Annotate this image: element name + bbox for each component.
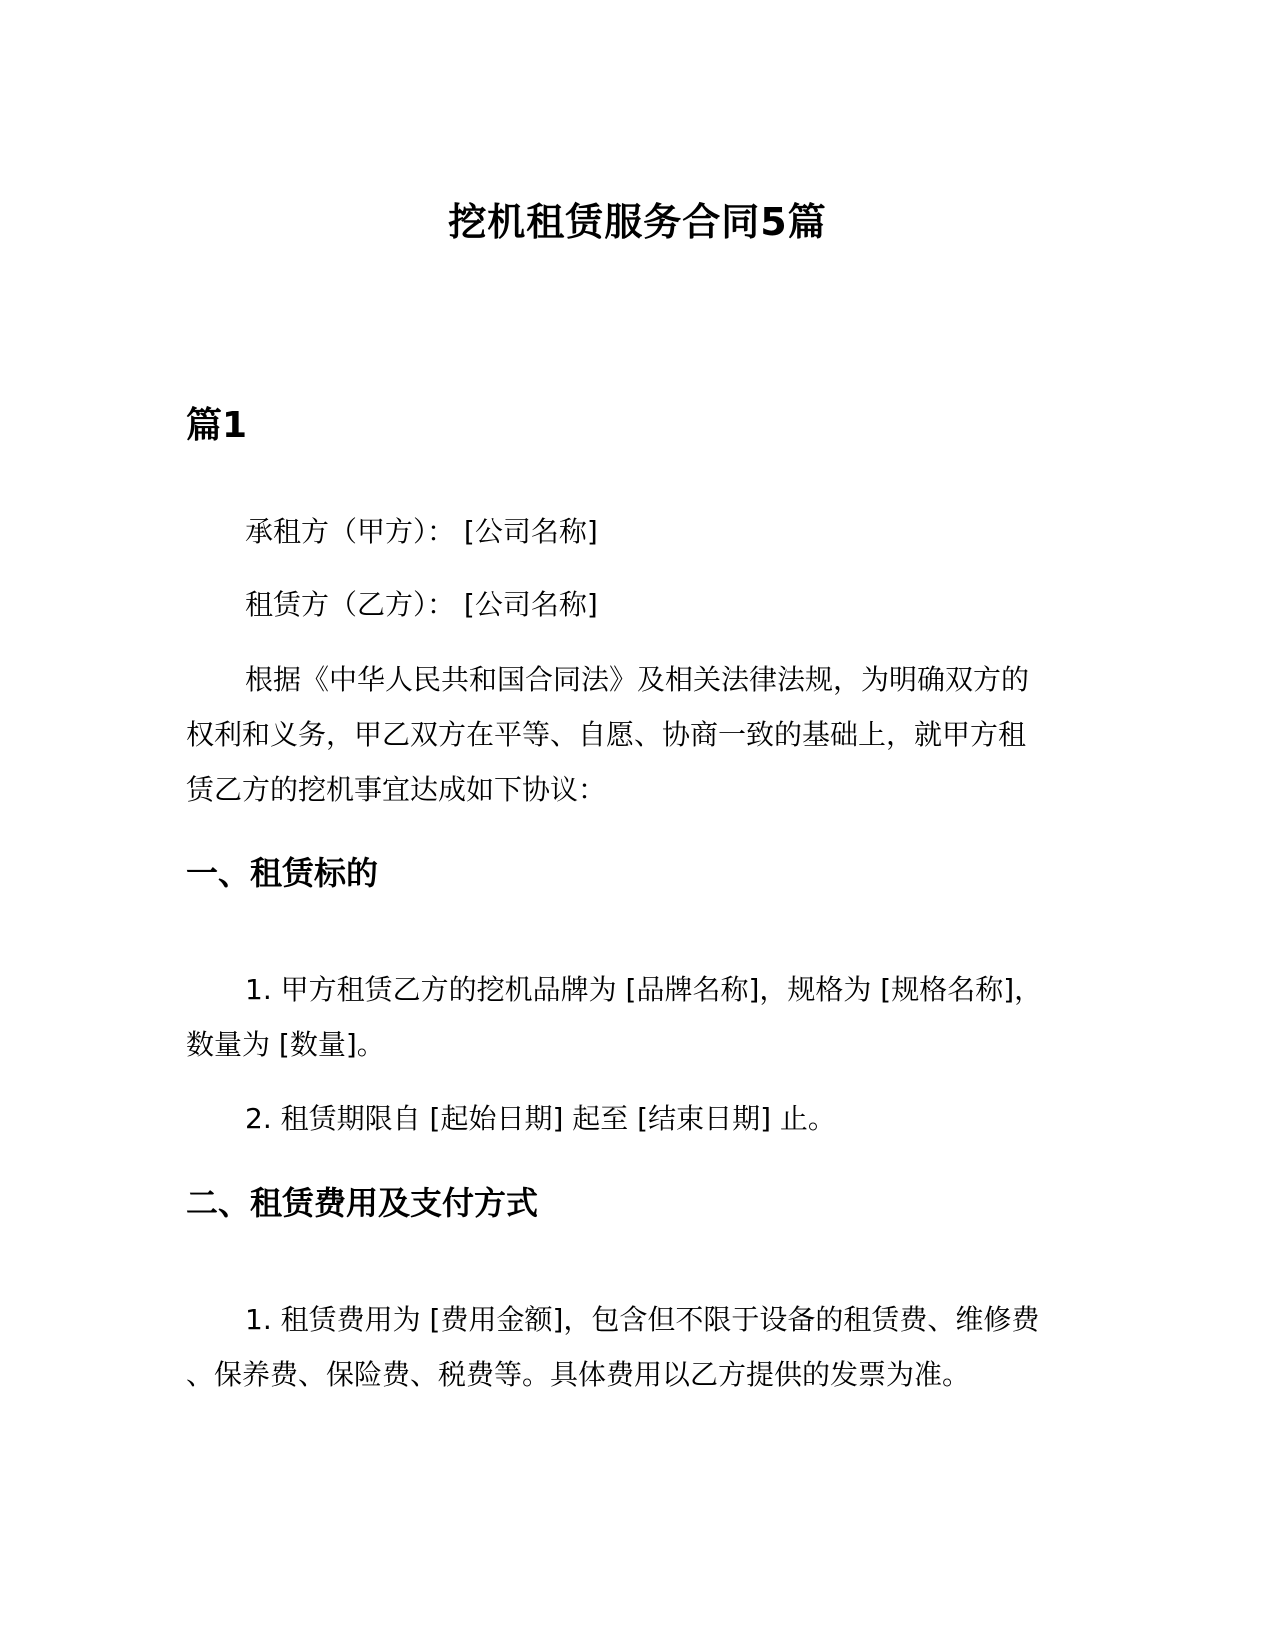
party-b-line: 租赁方（乙方）： [公司名称] [245, 588, 598, 621]
section-heading-1: 一、租赁标的 [186, 854, 379, 892]
section-heading-2: 二、租赁费用及支付方式 [186, 1184, 539, 1222]
section1-clause2-line1: 2. 租赁期限自 [起始日期] 起至 [结束日期] 止。 [245, 1102, 836, 1135]
preamble-line-1: 根据《中华人民共和国合同法》及相关法律法规，为明确双方的 [245, 663, 1030, 696]
part-heading: 篇1 [186, 405, 248, 446]
section2-clause1-line2: 、保养费、保险费、税费等。具体费用以乙方提供的发票为准。 [186, 1358, 971, 1391]
preamble-line-2: 权利和义务，甲乙双方在平等、自愿、协商一致的基础上，就甲方租 [186, 718, 1027, 751]
section1-clause1-line1: 1. 甲方租赁乙方的挖机品牌为 [品牌名称]，规格为 [规格名称]， [245, 973, 1043, 1006]
section2-clause1-line1: 1. 租赁费用为 [费用金额]，包含但不限于设备的租赁费、维修费 [245, 1303, 1040, 1336]
party-a-line: 承租方（甲方）： [公司名称] [245, 515, 598, 548]
preamble-line-3: 赁乙方的挖机事宜达成如下协议： [186, 773, 607, 806]
document-title: 挖机租赁服务合同5篇 [448, 200, 827, 244]
section1-clause1-line2: 数量为 [数量]。 [186, 1028, 385, 1061]
